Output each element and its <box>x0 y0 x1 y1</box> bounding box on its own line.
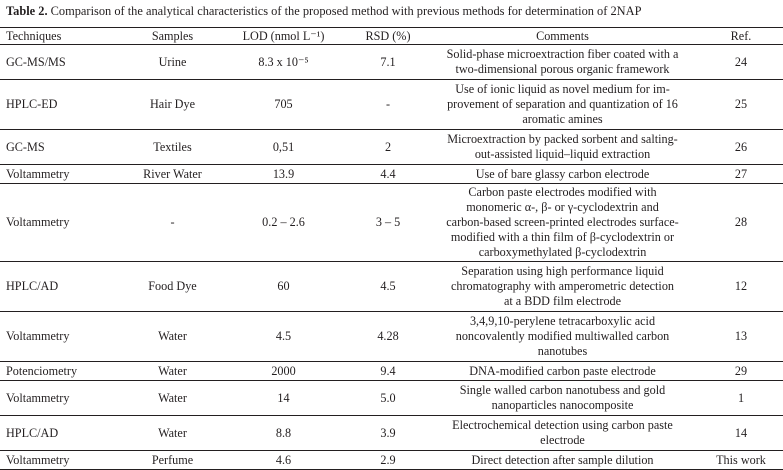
comment-line: Microextraction by packed sorbent and salting- <box>447 132 678 146</box>
cell-sample: Urine <box>128 45 217 80</box>
cell-lod: 13.9 <box>217 165 350 184</box>
cell-ref: 24 <box>699 45 783 80</box>
cell-ref: 13 <box>699 312 783 362</box>
header-samples: Samples <box>128 28 217 45</box>
table-row <box>0 165 783 184</box>
cell-ref: 1 <box>699 381 783 416</box>
cell-rsd: 5.0 <box>350 381 426 416</box>
cell-technique: Voltammetry <box>0 165 128 184</box>
header-comments: Comments <box>426 28 699 45</box>
table-row <box>0 45 783 80</box>
cell-ref: 26 <box>699 130 783 165</box>
cell-lod: 8.3 x 10⁻⁵ <box>217 45 350 80</box>
comment-line: noncovalently modified multiwalled carbon <box>455 329 670 343</box>
header-techniques: Techniques <box>0 28 128 45</box>
cell-ref: 25 <box>699 80 783 130</box>
cell-comments <box>426 451 699 470</box>
cell-rsd: 9.4 <box>350 362 426 381</box>
cell-comments <box>426 80 699 130</box>
cell-technique: HPLC-ED <box>0 80 128 130</box>
cell-technique: Voltammetry <box>0 381 128 416</box>
comment-line: two-dimensional porous organic framework <box>455 62 670 76</box>
table-row <box>0 381 783 416</box>
table-caption-label: Table 2. <box>6 4 48 18</box>
comment-line: Separation using high performance liquid <box>461 264 664 278</box>
cell-lod: 0,51 <box>217 130 350 165</box>
cell-ref: 12 <box>699 262 783 312</box>
comment-line: modified with a thin film of β-cyclodextrin or <box>450 230 675 244</box>
cell-rsd: 3.9 <box>350 416 426 451</box>
cell-sample: Water <box>128 381 217 416</box>
cell-rsd: - <box>350 80 426 130</box>
comment-line: provement of separation and quantization of 16 <box>447 97 678 111</box>
table-row <box>0 451 783 470</box>
cell-comments <box>426 362 699 381</box>
cell-technique: Voltammetry <box>0 451 128 470</box>
cell-rsd: 7.1 <box>350 45 426 80</box>
cell-rsd: 2.9 <box>350 451 426 470</box>
cell-technique: HPLC/AD <box>0 262 128 312</box>
header-rsd: RSD (%) <box>350 28 426 45</box>
cell-lod: 4.5 <box>217 312 350 362</box>
table-row <box>0 184 783 262</box>
cell-ref: 29 <box>699 362 783 381</box>
table-body <box>0 45 783 470</box>
comment-line: Direct detection after sample dilution <box>471 452 654 467</box>
cell-technique: Voltammetry <box>0 184 128 262</box>
table-row <box>0 312 783 362</box>
cell-sample: - <box>128 184 217 262</box>
cell-lod: 8.8 <box>217 416 350 451</box>
cell-lod: 60 <box>217 262 350 312</box>
cell-lod: 14 <box>217 381 350 416</box>
comment-line: Single walled carbon nanotubess and gold <box>459 383 666 397</box>
cell-sample: Perfume <box>128 451 217 470</box>
cell-technique: Voltammetry <box>0 312 128 362</box>
table-row <box>0 362 783 381</box>
cell-sample: Textiles <box>128 130 217 165</box>
cell-rsd: 4.4 <box>350 165 426 184</box>
cell-rsd: 4.5 <box>350 262 426 312</box>
comment-line: out-assisted liquid–liquid extraction <box>474 147 651 161</box>
comment-line: chromatography with amperometric detection <box>450 279 675 293</box>
comment-line: Solid-phase microextraction fiber coated with a <box>446 47 679 61</box>
cell-technique: GC-MS/MS <box>0 45 128 80</box>
cell-sample: Food Dye <box>128 262 217 312</box>
cell-sample: Water <box>128 312 217 362</box>
comment-line: nanotubes <box>537 344 588 358</box>
cell-rsd: 4.28 <box>350 312 426 362</box>
table-row <box>0 80 783 130</box>
table-row <box>0 416 783 451</box>
cell-rsd: 3 – 5 <box>350 184 426 262</box>
comment-line: carbon-based screen-printed electrodes surface- <box>446 215 679 229</box>
table-caption-text: Comparison of the analytical characteristics of the proposed method with previous methods for determination of 2NAP <box>47 4 642 18</box>
cell-comments <box>426 45 699 80</box>
cell-sample: Water <box>128 362 217 381</box>
comparison-table <box>0 27 783 470</box>
comment-line: at a BDD film electrode <box>503 294 622 308</box>
cell-rsd: 2 <box>350 130 426 165</box>
comment-line: Electrochemical detection using carbon paste <box>452 418 673 432</box>
cell-lod: 0.2 – 2.6 <box>217 184 350 262</box>
comment-line: monomeric α-, β- or γ-cyclodextrin and <box>466 200 659 214</box>
cell-sample: Hair Dye <box>128 80 217 130</box>
comment-line: DNA-modified carbon paste electrode <box>469 363 656 378</box>
comment-line: 3,4,9,10-perylene tetracarboxylic acid <box>469 314 656 328</box>
table-row <box>0 262 783 312</box>
cell-comments <box>426 165 699 184</box>
table-row <box>0 130 783 165</box>
comment-line: nanoparticles nanocomposite <box>491 398 634 412</box>
cell-comments <box>426 130 699 165</box>
table-header-row <box>0 28 783 45</box>
cell-ref: 14 <box>699 416 783 451</box>
cell-technique: HPLC/AD <box>0 416 128 451</box>
cell-ref: 28 <box>699 184 783 262</box>
cell-comments <box>426 312 699 362</box>
comment-line: carboxymethylated β-cyclodextrin <box>478 245 647 259</box>
comment-line: Carbon paste electrodes modified with <box>468 185 657 199</box>
cell-comments <box>426 381 699 416</box>
cell-ref: 27 <box>699 165 783 184</box>
cell-comments <box>426 262 699 312</box>
cell-technique: GC-MS <box>0 130 128 165</box>
table-caption <box>6 3 641 19</box>
cell-ref: This work <box>699 451 783 470</box>
comment-line: Use of bare glassy carbon electrode <box>475 166 650 181</box>
cell-lod: 2000 <box>217 362 350 381</box>
cell-sample: Water <box>128 416 217 451</box>
comment-line: Use of ionic liquid as novel medium for im- <box>455 82 670 96</box>
cell-lod: 705 <box>217 80 350 130</box>
cell-sample: River Water <box>128 165 217 184</box>
header-lod: LOD (nmol L⁻¹) <box>217 28 350 45</box>
cell-technique: Potenciometry <box>0 362 128 381</box>
cell-comments <box>426 416 699 451</box>
comment-line: electrode <box>540 433 585 447</box>
comment-line: aromatic amines <box>522 112 603 126</box>
cell-comments <box>426 184 699 262</box>
header-ref: Ref. <box>699 28 783 45</box>
cell-lod: 4.6 <box>217 451 350 470</box>
